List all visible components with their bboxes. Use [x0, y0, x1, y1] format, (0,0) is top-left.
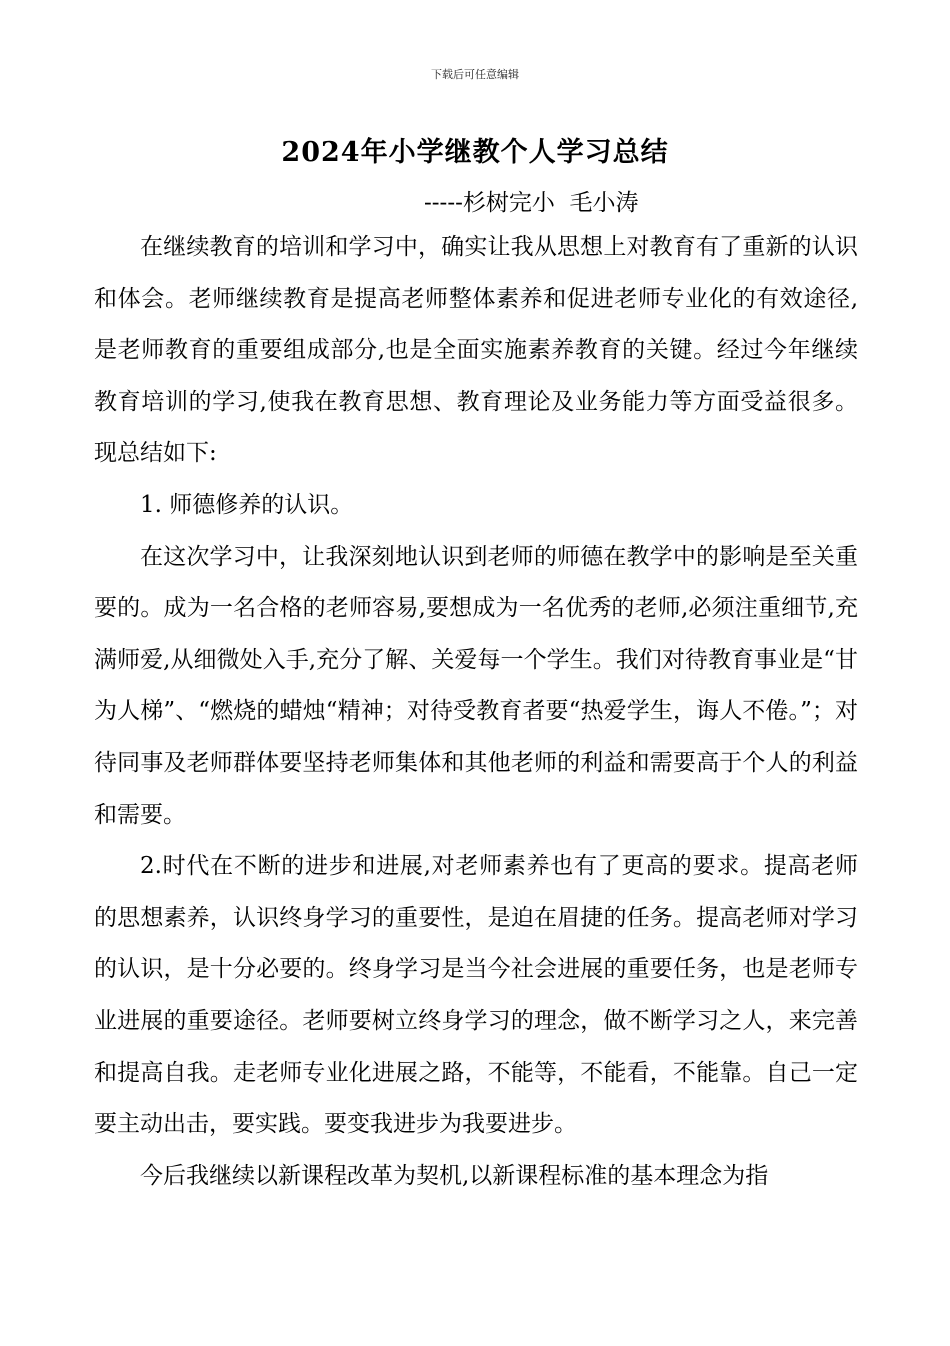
document-body: [94, 222, 858, 1202]
paragraph-intro: 在继续教育的培训和学习中，确实让我从思想上对教育有了重新的认识和体会。老师继续教育是提高老师整体素养和促进老师专业化的有效途径,是老师教育的重要组成部分,也是全面实施素养教育的关键。经过今年继续教育培训的学习,使我在教育思想、教育理论及业务能力等方面受益很多。现总结如下:: [94, 234, 858, 467]
header-note: 下载后可任意编辑: [431, 68, 519, 81]
paragraph-lifelong-learning: 2.时代在不断的进步和进展,对老师素养也有了更高的要求。提高老师的思想素养，认识终身学习的重要性，是迫在眉捷的任务。提高老师对学习的认识，是十分必要的。终身学习是当今社会进展的重要任务，也是老师专业进展的重要途径。老师要树立终身学习的理念，做不断学习之人，来完善和提高自我。走老师专业化进展之路，不能等，不能看，不能靠。自己一定要主动出击，要实践。要变我进步为我要进步。: [94, 853, 858, 1138]
document-title: 2024年小学继教个人学习总结: [281, 137, 669, 168]
paragraph-heading-1: 1. 师德修养的认识。: [140, 491, 354, 518]
paragraph-ethics: 在这次学习中，让我深刻地认识到老师的师德在教学中的影响是至关重要的。成为一名合格的老师容易,要想成为一名优秀的老师,必须注重细节,充满师爱,从细微处入手,充分了解、关爱每一个学生。我们对待教育事业是“甘为人梯”、“燃烧的蜡烛“精神；对待受教育者要“热爱学生，诲人不倦。”；对待同事及老师群体要坚持老师集体和其他老师的利益和需要高于个人的利益和需要。: [94, 543, 858, 828]
paragraph-future: 今后我继续以新课程改革为契机,以新课程标准的基本理念为指: [140, 1162, 769, 1189]
author-byline: -----杉树完小 毛小涛: [424, 190, 639, 216]
